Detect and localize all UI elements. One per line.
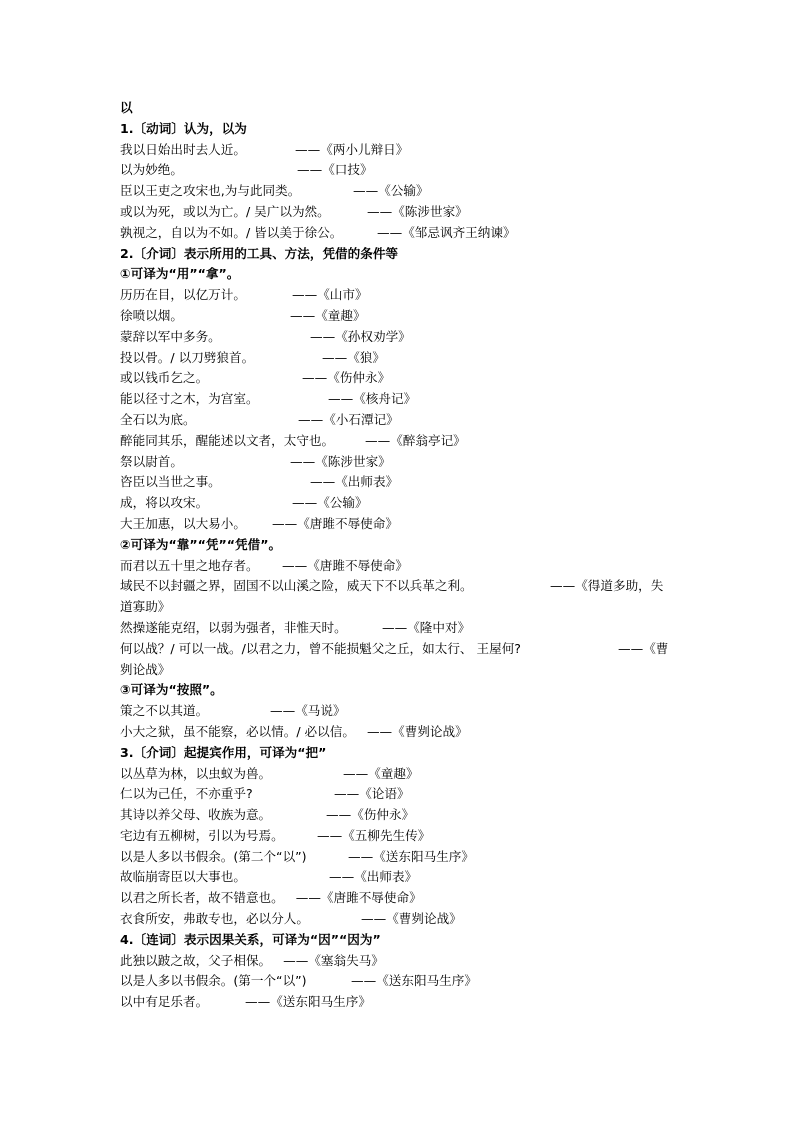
example-line: [120, 410, 680, 431]
example-text: 蒙辞以军中多务。: [120, 328, 221, 344]
example-line: [120, 826, 680, 847]
example-line: [120, 285, 680, 306]
example-text: 醉能同其乐，醒能述以文者，太守也。: [120, 432, 335, 448]
source-citation: ——《邹忌讽齐王纳谏》: [377, 224, 516, 240]
section-heading: [120, 680, 680, 701]
source-citation: ——《得道多助，失: [550, 578, 664, 594]
example-text: 以中有足乐者。: [120, 994, 209, 1010]
example-line: [120, 202, 680, 223]
source-citation: ——《五柳先生传》: [317, 827, 431, 843]
source-citation: ——《伤仲永》: [302, 370, 391, 386]
source-citation: ——《山市》: [292, 287, 368, 303]
example-text: 孰视之，自以为不如。/ 皆以美于徐公。: [120, 224, 343, 240]
entry-list: [120, 119, 680, 1013]
example-text: 或以钱币乞之。: [120, 370, 209, 386]
source-citation: ——《送东阳马生序》: [245, 994, 371, 1010]
section-heading: [120, 244, 680, 265]
title-text: 以: [120, 100, 133, 115]
example-line: [120, 306, 680, 327]
example-line: [120, 971, 680, 992]
example-text: 大王加惠，以大易小。: [120, 515, 246, 531]
example-text: 全石以为底。: [120, 411, 196, 427]
example-line: [120, 888, 680, 909]
example-line: [120, 701, 680, 722]
example-text: 故临崩寄臣以大事也。: [120, 869, 246, 885]
example-line: [120, 431, 680, 452]
example-text: 宅边有五柳树，引以为号焉。: [120, 827, 284, 843]
source-citation: ——《小石潭记》: [298, 411, 399, 427]
source-citation: ——《送东阳马生序》: [351, 973, 477, 989]
example-text: 以是人多以书假余。(第二个“以”): [120, 848, 307, 864]
example-text: 以为妙绝。: [120, 162, 183, 178]
example-line: [120, 847, 680, 868]
source-citation: ——《醉翁亭记》: [365, 432, 466, 448]
source-citation: ——《伤仲永》: [326, 807, 415, 823]
example-line: [120, 160, 680, 181]
example-line: [120, 556, 680, 577]
example-text: 能以径寸之木，为宫室。: [120, 391, 259, 407]
example-text: 投以骨。/ 以刀劈狼首。: [120, 349, 255, 365]
heading-text: 2.〔介词〕表示所用的工具、方法，凭借的条件等: [120, 245, 399, 261]
source-citation: ——《童趣》: [290, 307, 366, 323]
example-text: 或以为死，或以为亡。/ 吴广以为然。: [120, 203, 330, 219]
example-text: 以是人多以书假余。(第一个“以”): [120, 973, 307, 989]
source-citation: ——《曹: [618, 640, 669, 656]
document-body: [120, 98, 680, 1013]
example-line: [120, 452, 680, 473]
source-citation: ——《论语》: [334, 786, 410, 802]
example-line: [120, 348, 680, 369]
example-line: [120, 909, 680, 930]
example-text: 然操遂能克绍，以弱为强者，非惟天时。: [120, 619, 347, 635]
source-citation: ——《隆中对》: [382, 619, 471, 635]
heading-text: ③可译为“按照”。: [120, 682, 223, 698]
example-line: [120, 576, 680, 597]
source-citation: ——《唐雎不辱使命》: [272, 515, 398, 531]
example-line: [120, 368, 680, 389]
source-citation: ——《核舟记》: [328, 391, 417, 407]
source-citation-continued: 刿论战》: [120, 661, 171, 677]
source-citation: ——《两小儿辩日》: [295, 141, 409, 157]
example-line: [120, 327, 680, 348]
example-line: [120, 472, 680, 493]
example-text: 我以日始出时去人近。: [120, 141, 246, 157]
example-line: [120, 951, 680, 972]
example-line: [120, 181, 680, 202]
example-line: [120, 805, 680, 826]
section-heading: [120, 535, 680, 556]
page-title: [120, 98, 680, 119]
source-citation: ——《唐雎不辱使命》: [295, 890, 422, 906]
source-citation: ——《曹刿论战》: [361, 911, 462, 927]
example-line: [120, 140, 680, 161]
example-text: 祭以尉首。: [120, 453, 183, 469]
source-citation: ——《陈涉世家》: [290, 453, 391, 469]
example-text: 策之不以其道。: [120, 703, 209, 719]
example-line: [120, 493, 680, 514]
source-citation: ——《出师表》: [329, 869, 418, 885]
source-citation: ——《陈涉世家》: [367, 203, 468, 219]
source-citation: ——《童趣》: [343, 765, 419, 781]
section-heading: [120, 930, 680, 951]
example-text: 以丛草为林，以虫蚁为兽。: [120, 765, 272, 781]
example-line: [120, 722, 680, 743]
example-text: 何以战？/ 可以一战。/以君之力，曾不能损魁父之丘，如太行、 王屋何?: [120, 640, 521, 656]
example-line: [120, 764, 680, 785]
source-citation: ——《孙权劝学》: [310, 328, 411, 344]
example-line: [120, 389, 680, 410]
example-line: [120, 867, 680, 888]
example-text: 历历在目，以亿万计。: [120, 287, 246, 303]
example-line: [120, 992, 680, 1013]
source-citation: ——《狼》: [322, 349, 385, 365]
heading-text: 1.〔动词〕认为，以为: [120, 120, 247, 136]
example-line: [120, 514, 680, 535]
heading-text: 3.〔介词〕起提宾作用，可译为“把”: [120, 744, 327, 760]
section-heading: [120, 743, 680, 764]
example-text: 其诗以养父母、收族为意。: [120, 807, 272, 823]
example-text: 此独以跛之故，父子相保。: [120, 952, 272, 968]
example-text: 衣食所安，弗敢专也，必以分人。: [120, 911, 309, 927]
source-citation: ——《公输》: [353, 183, 429, 199]
example-line: [120, 223, 680, 244]
heading-text: 4.〔连词〕表示因果关系，可译为“因”“因为”: [120, 931, 381, 947]
example-text: 而君以五十里之地存者。: [120, 557, 259, 573]
example-line: [120, 639, 680, 660]
example-line: [120, 618, 680, 639]
source-citation: ——《唐雎不辱使命》: [282, 557, 408, 573]
section-heading: [120, 119, 680, 140]
source-citation: ——《塞翁失马》: [283, 952, 384, 968]
example-text: 以君之所长者，故不错意也。: [120, 890, 284, 906]
source-citation: ——《曹刿论战》: [366, 723, 468, 739]
source-citation: ——《公输》: [292, 495, 368, 511]
example-text: 成，将以攻宋。: [120, 495, 209, 511]
heading-text: ②可译为“靠”“凭”“凭借”。: [120, 536, 282, 552]
section-heading: [120, 264, 680, 285]
example-text: 臣以王吏之攻宋也,为与此同类。: [120, 183, 301, 199]
example-text: 小大之狱，虽不能察，必以情。/ 必以信。: [120, 723, 355, 739]
source-citation: ——《口技》: [297, 162, 373, 178]
source-citation: ——《送东阳马生序》: [348, 848, 474, 864]
example-text: 仁以为己任，不亦重乎?: [120, 786, 253, 802]
heading-text: ①可译为“用”“拿”。: [120, 266, 240, 282]
source-citation: ——《马说》: [270, 703, 346, 719]
example-line: [120, 784, 680, 805]
source-citation: ——《出师表》: [310, 474, 399, 490]
example-text: 域民不以封疆之界，固国不以山溪之险，威天下不以兵革之利。: [120, 578, 473, 594]
source-citation-continued: 道寡助》: [120, 599, 171, 615]
example-text: 咨臣以当世之事。: [120, 474, 221, 490]
example-text: 徐喷以烟。: [120, 307, 183, 323]
